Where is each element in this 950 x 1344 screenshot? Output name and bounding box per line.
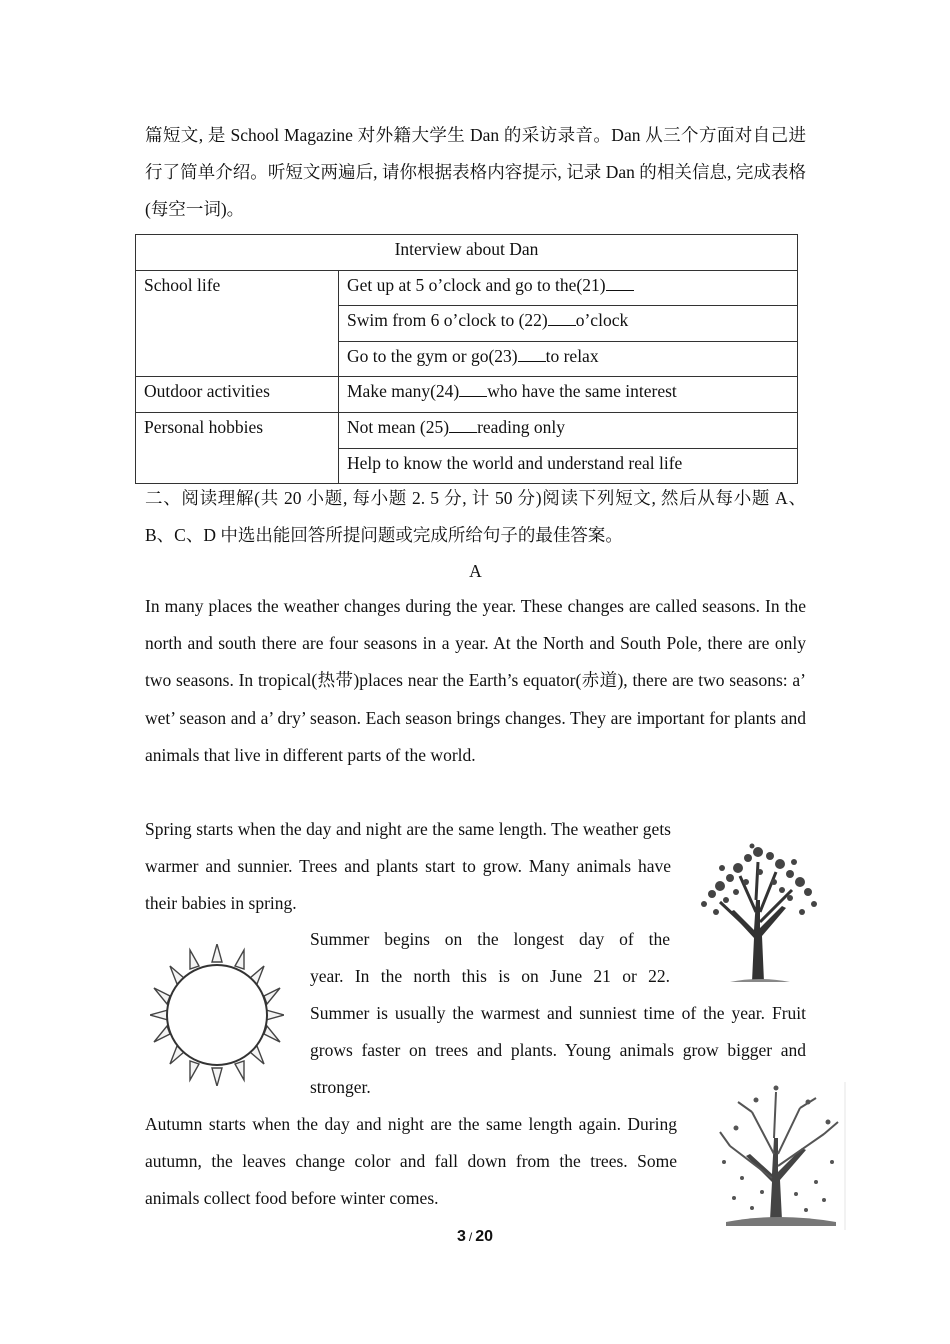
table-cell-25: Not mean (25) reading only (339, 412, 798, 448)
intro-paragraph: 篇短文, 是 School Magazine 对外籍大学生 Dan 的采访录音。Dan 从三个方面对自己进行了简单介绍。听短文两遍后, 请你根据表格内容提示, 记录 Dan 的相关信息, 完成表格(每空一词)。 (145, 125, 806, 220)
table-cell-22: Swim from 6 o’clock to (22) o’clock (339, 306, 798, 342)
section-2-instructions: 二、阅读理解(共 20 小题, 每小题 2. 5 分, 计 50 分)阅读下列短文, 然后从每小题 A、B、C、D 中选出能回答所提问题或完成所给句子的最佳答案。 (145, 488, 806, 546)
table-title: Interview about Dan (136, 235, 798, 271)
paragraph-spring: Spring starts when the day and night are the same length. The weather gets warmer and sunnier. Trees and plants start to grow. Many animals have their babies in spring. (145, 819, 671, 914)
passage-label: A (469, 561, 482, 581)
blank-21[interactable] (606, 276, 634, 291)
blank-22[interactable] (548, 311, 576, 326)
blank-25[interactable] (449, 418, 477, 433)
page-number: 3 / 20 (456, 1228, 494, 1245)
summer-line-1: Summer begins on the longest day of the (310, 929, 670, 949)
sun-icon (150, 944, 284, 1086)
row-label-school-life: School life (136, 270, 339, 377)
summer-line-2: year. In the north this is on June 21 or 22. (310, 966, 670, 986)
table-cell-hobby-help: Help to know the world and understand real life (339, 448, 798, 484)
spring-tree-icon (690, 842, 826, 984)
paragraph-autumn: Autumn starts when the day and night are the same length again. During autumn, the leaves change color and fall down from the trees. Some animals collect food before winter comes. (145, 1114, 677, 1209)
row-label-outdoor: Outdoor activities (136, 377, 339, 413)
table-cell-23: Go to the gym or go(23) to relax (339, 341, 798, 377)
table-cell-21: Get up at 5 o’clock and go to the(21) (339, 270, 798, 306)
autumn-tree-icon (712, 1082, 846, 1230)
blank-23[interactable] (518, 347, 546, 362)
paragraph-summer: Summer is usually the warmest and sunniest time of the year. Fruit grows faster on trees and plants. Young animals grow bigger and stronger. (310, 1003, 806, 1098)
paragraph-seasons: In many places the weather changes during the year. These changes are called seasons. In the north and south there are four seasons in a year. At the North and South Pole, there are only two seasons. In tropical(热带)places near the Earth’s equator(赤道), there are two seasons: a’ wet’ season and a’ dry’ season. Each season brings changes. They are important for plants and animals that live in different parts of the world. (145, 596, 806, 765)
row-label-hobbies: Personal hobbies (136, 412, 339, 483)
blank-24[interactable] (459, 382, 487, 397)
interview-table (135, 234, 798, 484)
table-cell-24: Make many(24) who have the same interest (339, 377, 798, 413)
